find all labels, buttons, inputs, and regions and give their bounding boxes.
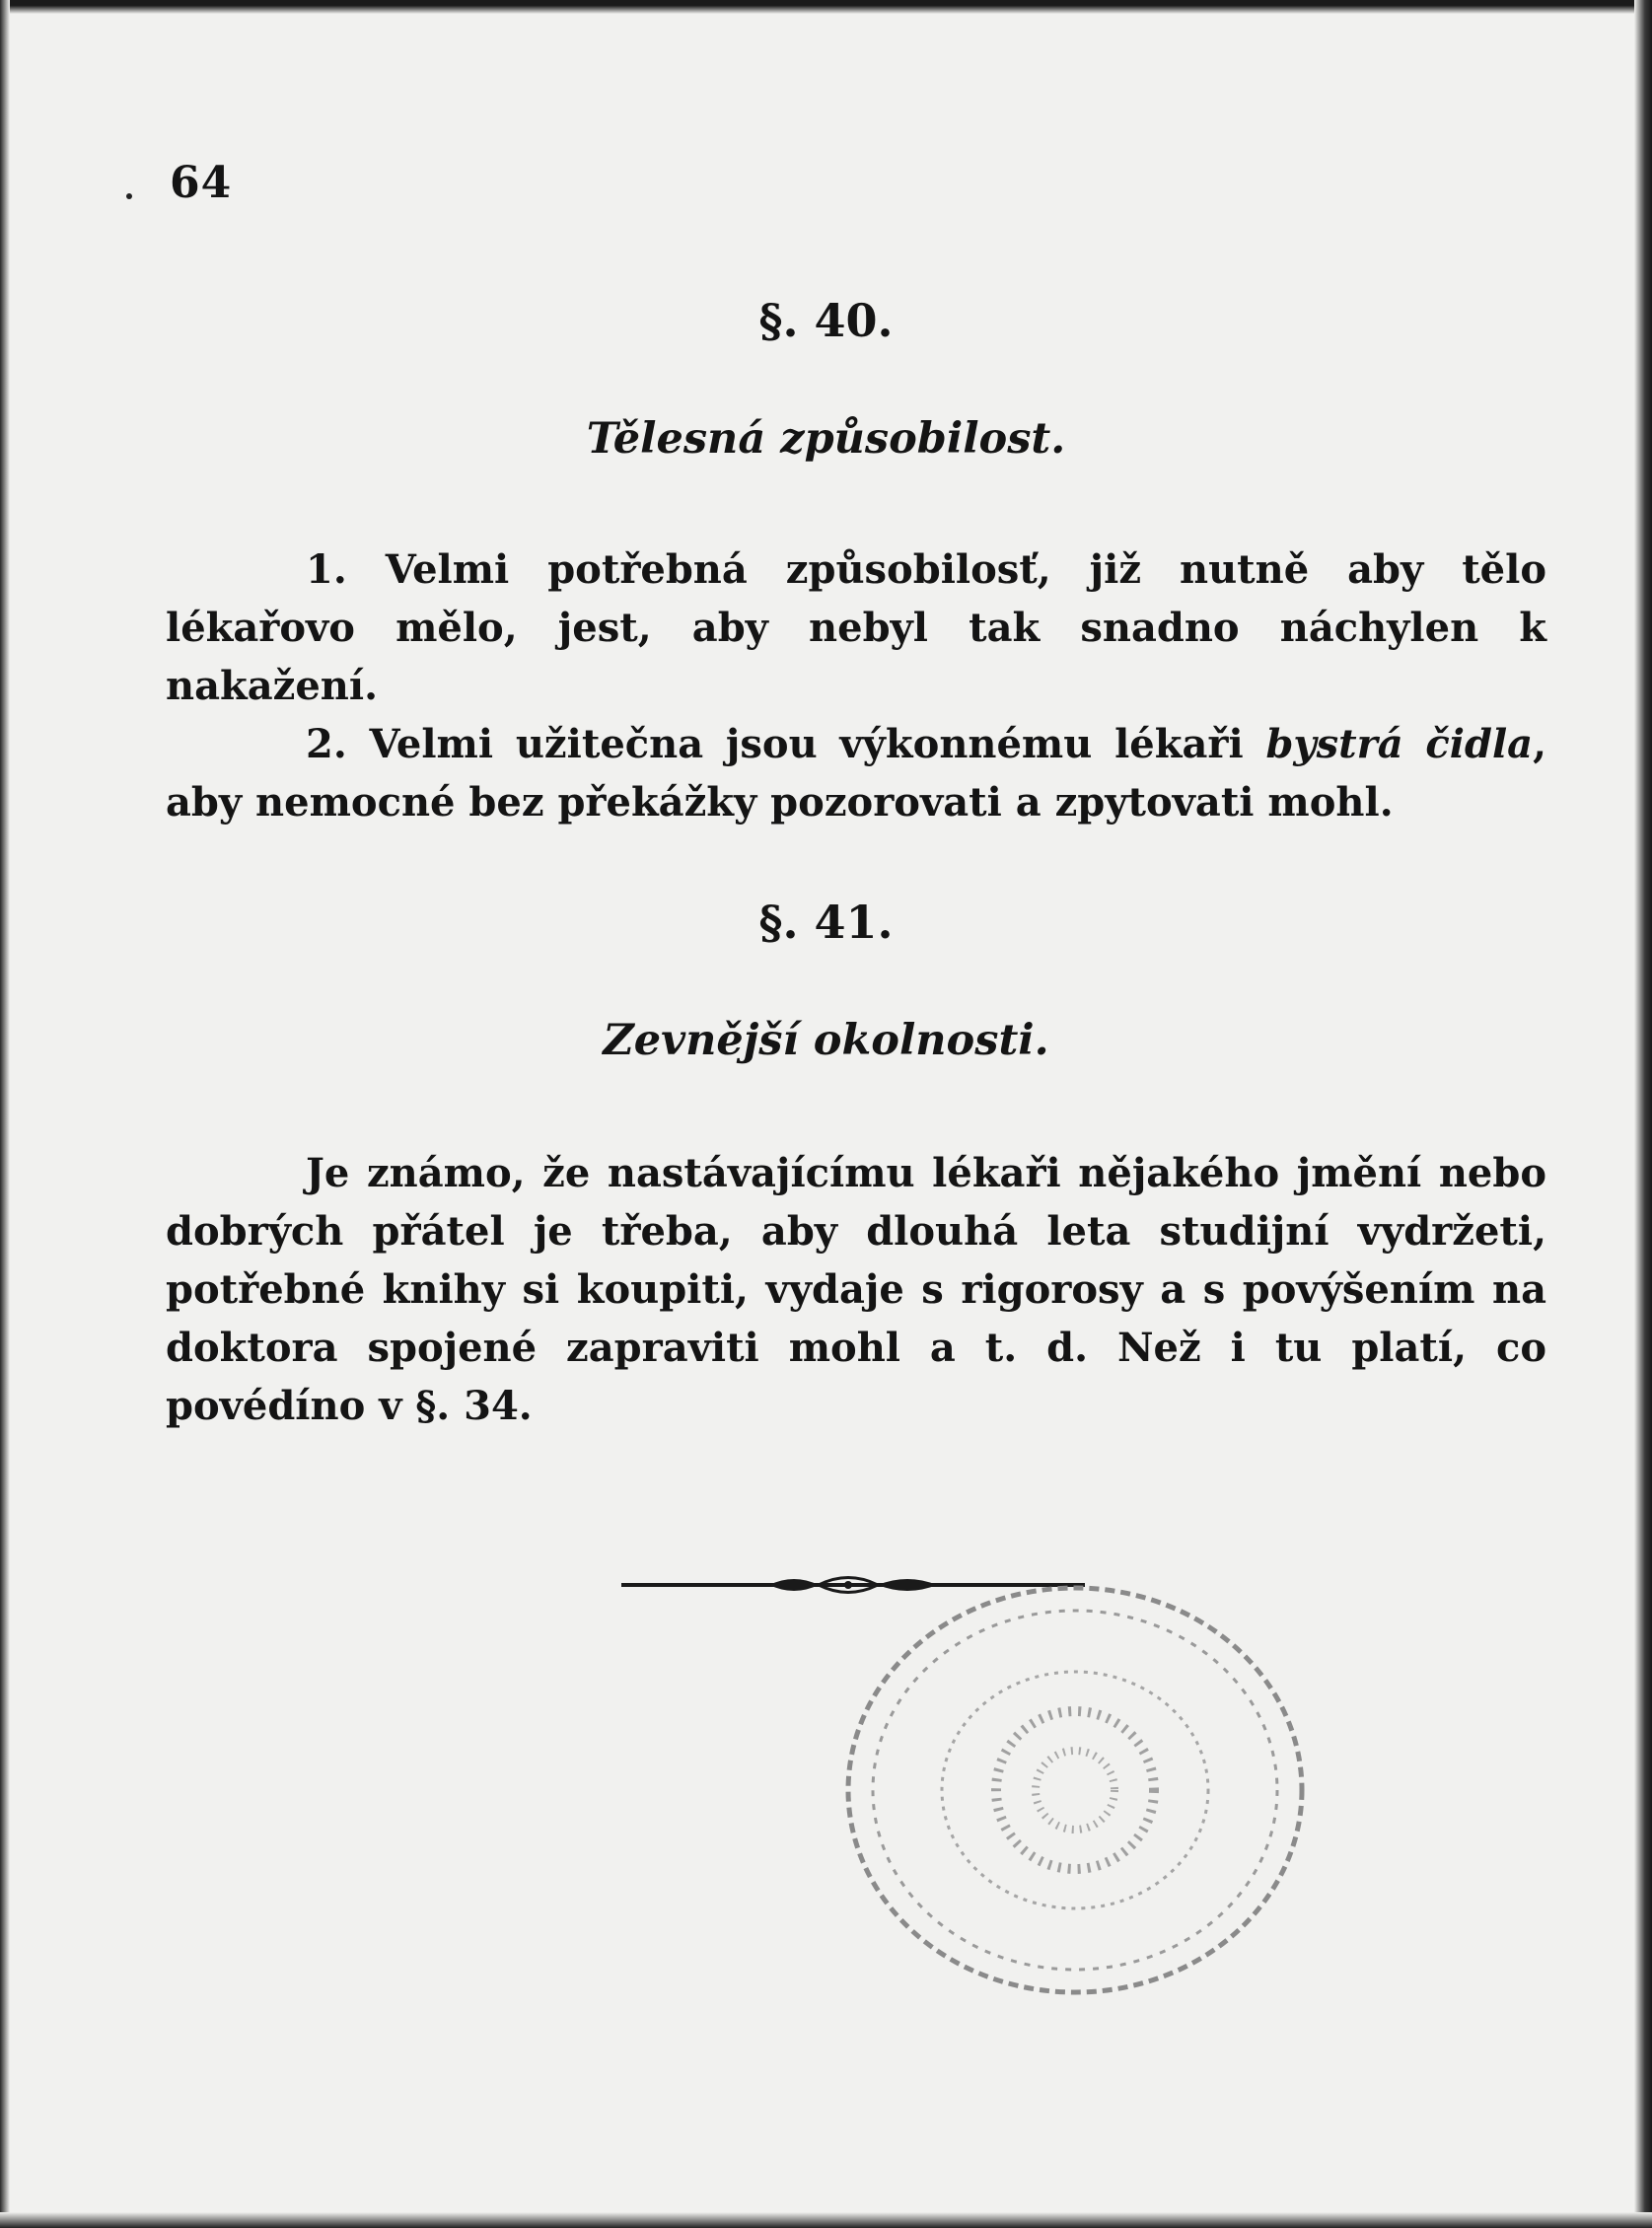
section-41-body [166,1144,1546,1435]
page-number: 64 [170,158,233,208]
section-40-paragraph-2 [166,715,1546,831]
margin-dot [126,193,132,199]
section-40-title: Tělesná způsobilost. [586,414,1066,464]
section-40-body [166,540,1546,831]
section-41-heading: §. 41. [758,896,894,949]
scan-edge-bottom [0,2212,1652,2228]
section-40-heading: §. 40. [758,294,894,347]
section-41-title: Zevnější okolnosti. [603,1016,1049,1065]
scan-edge-top [0,0,1652,14]
library-stamp-icon [838,1578,1312,2002]
section-41-paragraph: Je známo, že nastávajícímu lékaři nějakého jmění nebo dobrých přátel je třeba, aby dlouhá leta studijní vydržeti, potřebné knihy si koupiti, vydaje s rigorosy a s povýšením na doktora spojené zapraviti mohl a t. d. Než i tu platí, co povédíno v §. 34. [166,1150,1546,1429]
paragraph-2-end: , aby nemocné bez překážky pozorovati a zpytovati mohl. [166,721,1547,826]
section-40-paragraph-1: 1. Velmi potřebná způsobilosť, již nutně aby tělo lékařovo mělo, jest, aby nebyl tak snadno náchylen k nakažení. [166,546,1546,709]
paragraph-2-italic: bystrá čidla [1265,721,1534,767]
paragraph-2-start: 2. Velmi užitečna jsou výkonnému lékaři [306,721,1266,767]
